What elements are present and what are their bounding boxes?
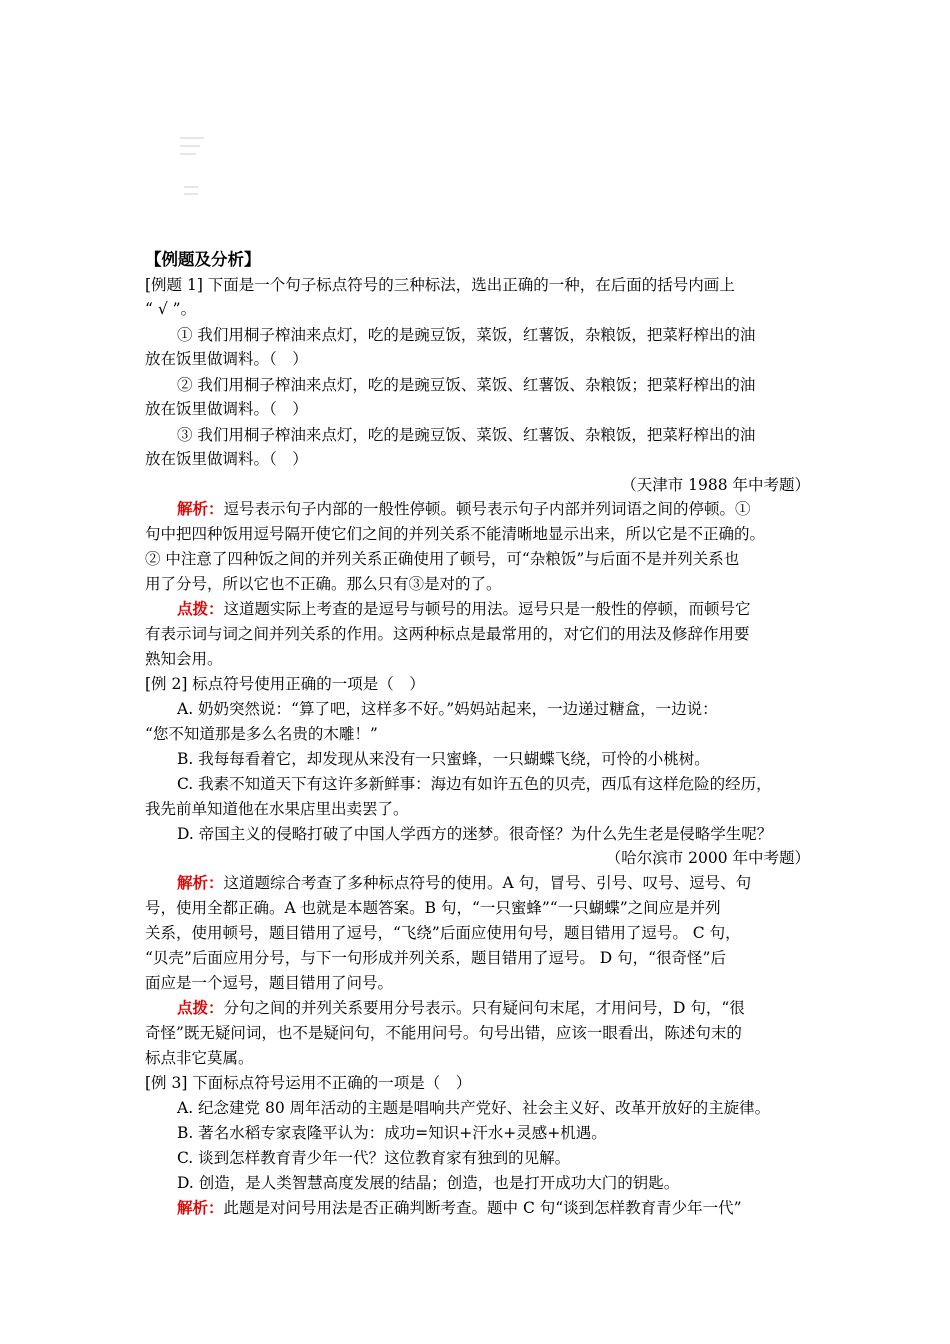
option-1: ① 我们用桐子榨油来点灯，吃的是豌豆饭，菜饭，红薯饭，杂粮饭，把菜籽榨出的油 xyxy=(177,326,756,344)
example-2-option-b: B. 我每每看着它，却发现从来没有一只蜜蜂，一只蝴蝶飞绕，可怜的小桃树。 xyxy=(177,750,710,768)
option-3: ③ 我们用桐子榨油来点灯，吃的是豌豆饭、菜饭、红薯饭、杂粮饭，把菜籽榨出的油 xyxy=(177,426,756,444)
analysis-label: 解析： xyxy=(177,873,224,892)
analysis-3: 解析：此题是对问号用法是否正确判断考查。题中 C 句“谈到怎样教育青少年一代” xyxy=(177,1198,742,1217)
faint-artifact-3 xyxy=(180,153,196,155)
example-3-option-a: A. 纪念建党 80 周年活动的主题是唱响共产党好、社会主义好、改革开放好的主旋律。 xyxy=(177,1099,771,1117)
faint-artifact-4 xyxy=(184,186,198,188)
tip-2-cont: 标点非它莫属。 xyxy=(145,1049,254,1067)
example-2-option-c: C. 我素不知道天下有这许多新鲜事：海边有如许五色的贝壳，西瓜有这样危险的经历， xyxy=(177,775,772,793)
analysis-2-cont: 号，使用全都正确。A 也就是本题答案。B 句，“一只蜜蜂”“一只蝴蝶”之间应是并列 xyxy=(145,899,721,917)
faint-artifact-2 xyxy=(180,145,200,147)
tip-1: 点拨：这道题实际上考查的是逗号与顿号的用法。逗号只是一般性的停顿，而顿号它 xyxy=(177,599,751,618)
analysis-2-cont: 面应是一个逗号，题目错用了问号。 xyxy=(145,974,394,992)
example-3-option-b: B. 著名水稻专家袁隆平认为：成功=知识+汗水+灵感+机遇。 xyxy=(177,1124,607,1142)
example-3-option-c: C. 谈到怎样教育青少年一代？这位教育家有独到的见解。 xyxy=(177,1149,571,1167)
example-2-question: [例 2] 标点符号使用正确的一项是（ ） xyxy=(145,675,425,693)
analysis-2: 解析：这道题综合考查了多种标点符号的使用。A 句，冒号、引号、叹号、逗号、句 xyxy=(177,873,752,892)
option-2: ② 我们用桐子榨油来点灯，吃的是豌豆饭、菜饭、红薯饭、杂粮饭；把菜籽榨出的油 xyxy=(177,376,756,394)
tip-1-cont: 有表示词与词之间并列关系的作用。这两种标点是最常用的，对它们的用法及修辞作用要 xyxy=(145,625,750,643)
section-heading: 【例题及分析】 xyxy=(145,250,261,269)
example-1-question: [例题 1] 下面是一个句子标点符号的三种标法，选出正确的一种，在后面的括号内画上 xyxy=(145,276,735,294)
example-2-option-a-cont: “您不知道那是多么名贵的木雕！” xyxy=(145,725,378,743)
source-note-2: （哈尔滨市 2000 年中考题） xyxy=(605,849,810,867)
example-2-option-a: A. 奶奶突然说：“算了吧，这样多不好。”妈妈站起来，一边递过糖盒，一边说： xyxy=(177,700,718,718)
option-2-cont: 放在饭里做调料。（ ） xyxy=(145,400,308,418)
option-1-cont: 放在饭里做调料。（ ） xyxy=(145,350,308,368)
source-note-1: （天津市 1988 年中考题） xyxy=(621,476,810,494)
analysis-1: 解析：逗号表示句子内部的一般性停顿。顿号表示句子内部并列词语之间的停顿。① xyxy=(177,499,751,518)
option-3-cont: 放在饭里做调料。（ ） xyxy=(145,450,308,468)
example-3-option-d: D. 创造，是人类智慧高度发展的结晶；创造，也是打开成功大门的钥匙。 xyxy=(177,1174,680,1192)
faint-artifact-1 xyxy=(180,137,204,139)
example-1-question-cont: “ √ ”。 xyxy=(145,300,197,318)
analysis-2-cont: 关系，使用顿号，题目错用了逗号，“飞绕”后面应使用句号，题目错用了逗号。 C 句， xyxy=(145,924,741,942)
analysis-1-cont: ② 中注意了四种饭之间的并列关系正确使用了顿号，可“杂粮饭”与后面不是并列关系也 xyxy=(145,550,740,568)
analysis-label: 解析： xyxy=(177,1198,224,1217)
tip-1-cont: 熟知会用。 xyxy=(145,650,223,668)
faint-artifact-5 xyxy=(184,193,198,195)
tip-2: 点拨：分句之间的并列关系要用分号表示。只有疑问句末尾，才用问号，D 句，“很 xyxy=(177,998,745,1017)
example-2-option-d: D. 帝国主义的侵略打破了中国人学西方的迷梦。很奇怪？为什么先生老是侵略学生呢？ xyxy=(177,825,773,843)
example-2-option-c-cont: 我先前单知道他在水果店里出卖罢了。 xyxy=(145,800,409,818)
tip-label: 点拨： xyxy=(177,599,224,618)
example-3-question: [例 3] 下面标点符号运用不正确的一项是（ ） xyxy=(145,1074,472,1092)
analysis-label: 解析： xyxy=(177,499,224,518)
analysis-2-cont: “贝壳”后面应用分号，与下一句形成并列关系，题目错用了逗号。 D 句，“很奇怪”后 xyxy=(145,949,726,967)
tip-2-cont: 奇怪”既无疑问词，也不是疑问句，不能用问号。句号出错，应该一眼看出，陈述句末的 xyxy=(145,1024,742,1042)
analysis-1-cont: 句中把四种饭用逗号隔开使它们之间的并列关系不能清晰地显示出来，所以它是不正确的。 xyxy=(145,525,766,543)
analysis-1-cont: 用了分号，所以它也不正确。那么只有③是对的了。 xyxy=(145,575,502,593)
tip-label: 点拨： xyxy=(177,998,224,1017)
